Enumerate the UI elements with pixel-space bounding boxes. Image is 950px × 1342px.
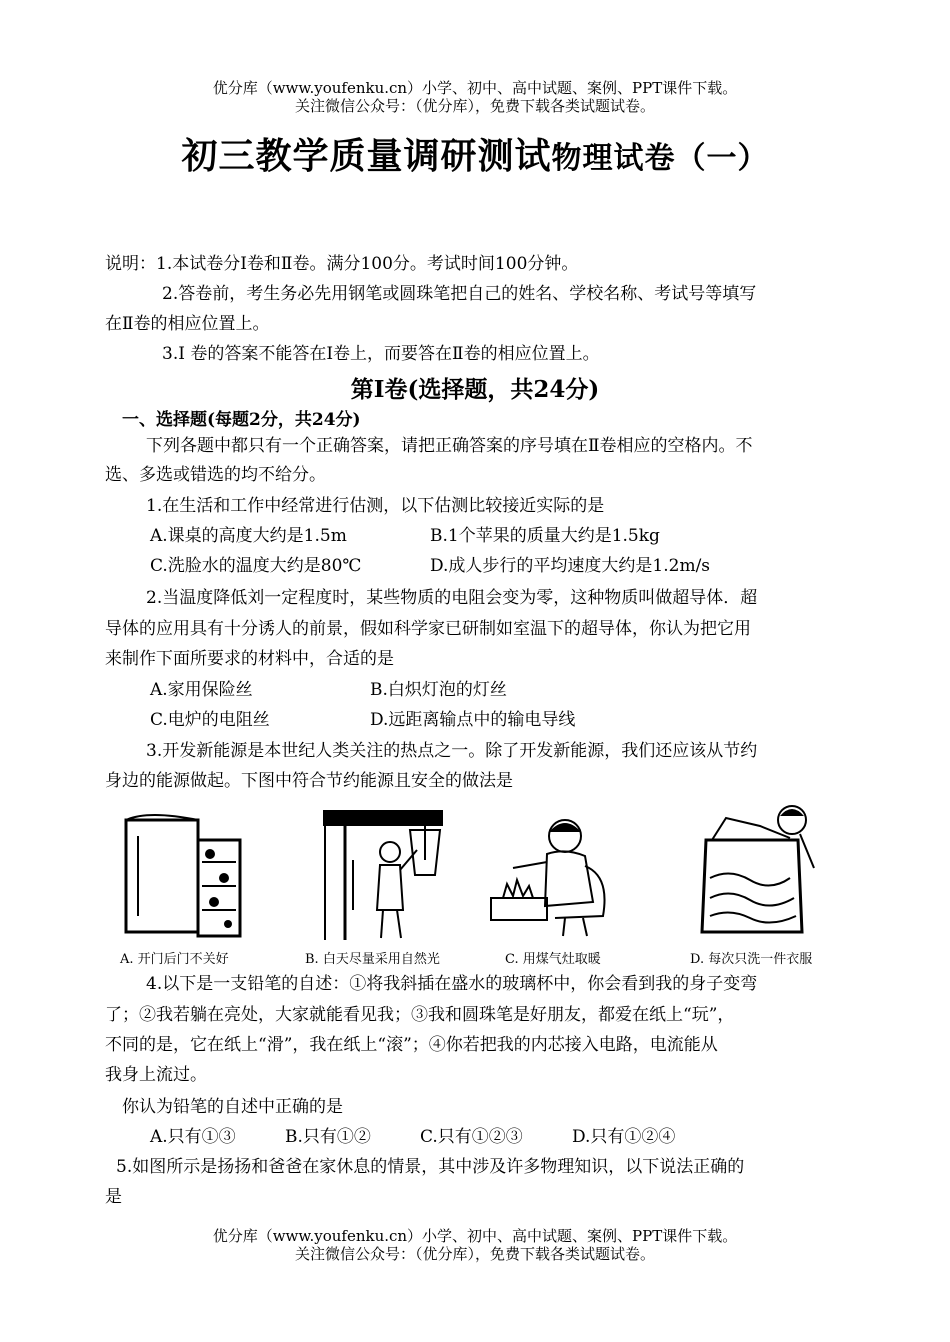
title-tail: 物理试卷（一） <box>551 141 769 176</box>
natural-light-window-illustration <box>305 800 455 946</box>
q4-line-2: 了；②我若躺在亮处，大家就能看见我；③我和圆珠笔是好朋友，都爱在纸上“玩”， <box>105 1005 735 1025</box>
q2-line-1: 2.当温度降低刘一定程度时，某些物质的电阻会变为零，这种物质叫做超导体．超 <box>146 588 758 608</box>
page-title <box>0 128 950 179</box>
header-line-1: 优分库（www.youfenku.cn）小学、初中、高中试题、案例、PPT课件下载。 <box>212 79 738 97</box>
subheading: 一、选择题(每题2分，共24分) <box>122 410 361 430</box>
q4-option-b: B.只有①② <box>285 1127 371 1147</box>
q4-line-4: 我身上流过。 <box>105 1065 207 1085</box>
q3-caption-b: B. 白天尽量采用自然光 <box>305 952 440 967</box>
washing-machine-illustration <box>690 798 830 946</box>
note-3: 3.Ⅰ 卷的答案不能答在Ⅰ卷上，而要答在Ⅱ卷的相应位置上。 <box>162 344 600 364</box>
q2-option-b: B.白炽灯泡的灯丝 <box>370 680 507 700</box>
q2-option-d: D.远距离输点中的输电导线 <box>370 710 576 730</box>
q5-line-2: 是 <box>105 1187 122 1207</box>
q4-option-d: D.只有①②④ <box>572 1127 676 1147</box>
q2-line-2: 导体的应用具有十分诱人的前景，假如科学家已研制如室温下的超导体，你认为把它用 <box>105 619 751 639</box>
footer-line-1: 优分库（www.youfenku.cn）小学、初中、高中试题、案例、PPT课件下载。 <box>212 1227 738 1245</box>
q4-line-1: 4.以下是一支铅笔的自述：①将我斜插在盛水的玻璃杯中，你会看到我的身子变弯 <box>146 974 758 994</box>
header-line-2: 关注微信公众号：（优分库），免费下载各类试题试卷。 <box>294 97 655 115</box>
q3-caption-c: C. 用煤气灶取暖 <box>505 952 601 967</box>
q4-option-c: C.只有①②③ <box>420 1127 523 1147</box>
note-1: 说明：1.本试卷分Ⅰ卷和Ⅱ卷。满分100分。考试时间100分钟。 <box>105 254 579 274</box>
q1-option-d: D.成人步行的平均速度大约是1.2m/s <box>430 556 711 576</box>
note-2a: 2.答卷前，考生务必先用钢笔或圆珠笔把自己的姓名、学校名称、考试号等填写 <box>162 284 757 304</box>
q3-caption-a: A. 开门后门不关好 <box>120 952 229 967</box>
footer-line-2: 关注微信公众号：（优分库），免费下载各类试题试卷。 <box>294 1245 655 1263</box>
q2-option-c: C.电炉的电阻丝 <box>150 710 270 730</box>
q1-option-c: C.洗脸水的温度大约是80℃ <box>150 556 362 576</box>
q3-caption-d: D. 每次只洗一件衣服 <box>690 952 813 967</box>
section-title: 第Ⅰ卷(选择题，共24分) <box>350 376 600 403</box>
q4-line-3: 不同的是，它在纸上“滑”，我在纸上“滚”；④你若把我的内芯接入电路，电流能从 <box>105 1035 718 1055</box>
note-2b: 在Ⅱ卷的相应位置上。 <box>105 314 270 334</box>
instructions-b: 选、多选或错选的均不给分。 <box>105 465 326 485</box>
q4-ask: 你认为铅笔的自述中正确的是 <box>122 1097 343 1117</box>
title-main: 初三教学质量调研测试 <box>181 135 552 177</box>
q2-line-3: 来制作下面所要求的材料中，合适的是 <box>105 649 394 669</box>
refrigerator-open-door-illustration <box>118 806 248 946</box>
gas-stove-heating-illustration <box>485 806 625 946</box>
q2-option-a: A.家用保险丝 <box>150 680 253 700</box>
q3-line-2: 身边的能源做起。下图中符合节约能源且安全的做法是 <box>105 771 513 791</box>
instructions-a: 下列各题中都只有一个正确答案，请把正确答案的序号填在Ⅱ卷相应的空格内。不 <box>146 436 753 456</box>
q1-option-b: B.1个苹果的质量大约是1.5kg <box>430 526 660 546</box>
q3-line-1: 3.开发新能源是本世纪人类关注的热点之一。除了开发新能源，我们还应该从节约 <box>146 741 758 761</box>
q4-option-a: A.只有①③ <box>150 1127 236 1147</box>
q1-option-a: A.课桌的高度大约是1.5m <box>150 526 347 546</box>
q1-stem: 1.在生活和工作中经常进行估测，以下估测比较接近实际的是 <box>146 496 605 516</box>
q5-line-1: 5.如图所示是扬扬和爸爸在家休息的情景，其中涉及许多物理知识，以下说法正确的 <box>116 1157 745 1177</box>
